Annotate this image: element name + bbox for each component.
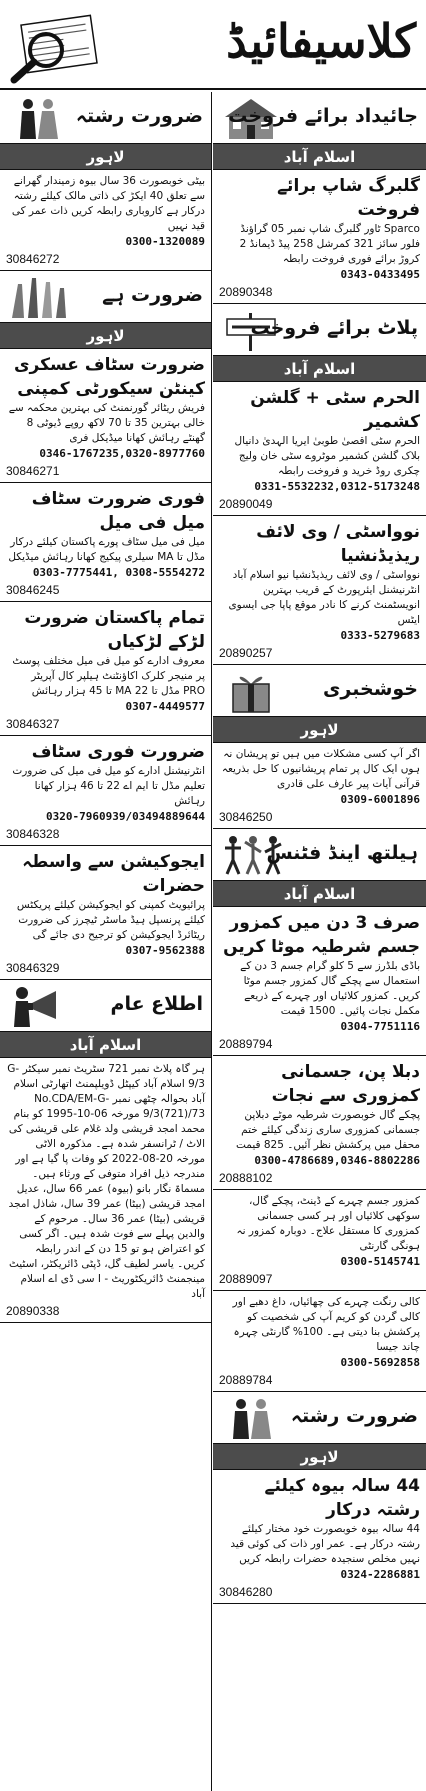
classified-ad [213,516,426,665]
ad-code: 30846327 [6,717,60,731]
ad-body: 44 سالہ بیوہ خوبصورت خود مختار کیلئے رشتہ درکار ہے۔ عمر اور ذات کی کوئی قید نہیں مخلص سنجیدہ حضرات رابطہ کریں [230,1523,420,1565]
ad-body: میل فی میل سٹاف پورے پاکستان کیلئے درکار مڈل تا MA سیلری پیکیج کھانا رہائش میڈیکل [8,536,205,563]
ad-code: 20890338 [6,1304,60,1318]
gift-box-icon [219,668,283,714]
ad-title: نوواسٹی / وی لائف ریذیڈنشیا [256,522,420,566]
classified-ad [0,602,211,736]
ad-body: پچکے گال خوبصورت شرطیہ موٹے دبلاپن جسمانی کمزوری ساری زندگی کیلئے ختم محفل میں پرکشش نظر آئیں۔ 825 قیمت [235,1109,420,1151]
city-bar: لاہور [0,323,211,349]
classified-ad [213,1056,426,1190]
masthead [0,0,426,90]
classified-ad [0,483,211,602]
ad-title: 44 سالہ بیوہ کیلئے رشتہ درکار [264,1476,420,1520]
city-bar: اسلام آباد [0,1032,211,1058]
classified-ad [213,170,426,304]
classified-ad [0,1058,211,1323]
ad-code: 20890348 [219,285,273,299]
ad-title: ضرورت سٹاف عسکری کینٹن سیکورٹی کمپنی [13,355,205,399]
classified-ad [0,736,211,846]
ad-phone: 0304-7751116 [340,1020,420,1033]
ad-code: 20889097 [219,1272,273,1286]
ad-phone: 0300-5145741 [340,1255,420,1268]
ad-phone: 0300-4786689,0346-8802286 [254,1154,420,1167]
classified-ad [213,1190,426,1291]
ad-body: نوواسٹی / وی لائف ریذیڈنشیا نیو اسلام آباد انٹرنیشنل ایئرپورٹ کے قریب بہترین انویسٹمنٹ کرنے کا نادر موقع پاپا جی ایسوی ایٹس [228,569,420,626]
ad-code: 30846328 [6,827,60,841]
ad-title: گلبرگ شاپ برائے فروخت [277,176,420,220]
section-header-plots [213,304,426,356]
city-bar: لاہور [0,144,211,170]
ad-phone: 0333-5279683 [340,629,420,642]
city-bar: اسلام آباد [213,144,426,170]
classified-ad [213,743,426,829]
classified-ad [0,349,211,483]
ad-title: صرف 3 دن میں کمزور جسم شرطیہ موٹا کریں [223,913,420,957]
ad-code: 30846271 [6,464,60,478]
ad-phone: 0303-7775441, 0308-5554272 [32,566,205,579]
section-header-health [213,829,426,881]
megaphone-icon [6,983,70,1029]
raised-hands-icon [6,274,70,320]
ad-title: الحرم سٹی + گلشن کشمیر [250,388,420,432]
ad-body: باڈی بلڈرز سے 5 کلو گرام جسم 3 دن کے استعمال سے پچکے گال کمزور جسم موٹا کریں۔ کمزور کلائیاں اور چہرے کے ذریعے مکمل نجات پائیں۔ 1500 قیمت [240,960,420,1017]
ad-code: 30846329 [6,961,60,975]
section-title: ضرورت رشتہ [75,105,203,127]
ad-code: 30846280 [219,1585,273,1599]
right-column [213,92,426,1791]
ad-phone: 0324-2286881 [340,1568,420,1581]
section-title: پلاٹ برائے فروخت [250,317,418,339]
classified-ad [213,907,426,1056]
city-bar: لاہور [213,1444,426,1470]
ad-phone: 0307-4449577 [125,700,205,713]
ad-code: 30846250 [219,810,273,824]
section-title: خوشخبری [323,678,418,700]
ad-phone: 0320-7960939/03494889644 [46,810,205,823]
ad-title: ضرورت فوری سٹاف [31,742,205,762]
section-header-zaroorat [0,271,211,323]
ad-body: کمزور جسم چہرے کے ڈینٹ، پچکے گال، سوکھی کلائیاں اور ہر کسی جسمانی کمزوری کا مستقل علاج۔ دوبارہ کمزور نہ ہونگی گارنٹی [236,1195,420,1252]
section-title: جائیداد برائے فروخت [228,105,418,127]
ad-body: کالی رنگت چہرے کی چھائیاں، داغ دھبے اور کالی گردن کو کریم آپ کی شخصیت کو پرکشش بنا دیتی ہے۔ 100% گارنٹی چہرہ چاند جیسا [232,1296,420,1353]
ad-body: معروف ادارے کو میل فی میل مختلف پوسٹ پر منیجر کلرک اکاؤنٹنٹ ہیلپر کال آپریٹر PRO مڈل تا MA 22 تا 45 ہزار رہائش [12,655,205,697]
masthead-title: کلاسیفائیڈ [226,14,416,68]
ad-body: پرائیویٹ کمپنی کو ایجوکیشن کیلئے پریکٹس کیلئے پرنسپل ہیڈ ماسٹر ٹیچرز کی ضرورت ریٹائرڈ ایجوکیشن کو ترجیح دی جائے گی [16,899,205,941]
ad-title: فوری ضرورت سٹاف میل فی میل [31,489,205,533]
ad-phone: 0343-0433495 [340,268,420,281]
classified-ad [0,170,211,271]
section-header-rishta [213,1392,426,1444]
ad-code: 20888102 [219,1171,273,1185]
ad-phone: 0307-9562388 [125,944,205,957]
ad-phone: 0346-1767235,0320-8977760 [39,447,205,460]
section-header-good-news [213,665,426,717]
classified-ad [213,1470,426,1604]
city-bar: لاہور [213,717,426,743]
section-header-notice [0,980,211,1032]
section-title: ضرورت رشتہ [290,1405,418,1427]
classified-ad [0,846,211,980]
ad-phone: 0309-6001896 [340,793,420,806]
ad-title: دبلا پن، جسمانی کمزوری سے نجات [271,1062,420,1106]
classified-ad [213,382,426,516]
ad-code: 20889784 [219,1373,273,1387]
ad-body: ہر گاہ پلاٹ نمبر 721 سٹریٹ نمبر سیکٹر G-9/3 اسلام آباد کیپٹل ڈویلپمنٹ اتھارٹی اسلام آباد بحوالہ چٹھی نمبر No.CDA/EM-G-9/3(721)/73 مورخہ 06-10-1995 کو بنام محمد امجد قریشی ولد غلام علی قریشی کی الاٹ / ٹرانسفر شدہ ہے۔ مذکورہ الاٹی مورخہ 20-08-2022 کو وفات پا گیا ہے اور مندرجہ ذیل افراد متوفی کے ورثاء ہیں۔ مسماۃ نگار بانو (بیوہ) عمر 66 سال، عدیل امجد قریشی (بیٹا) عمر 39 سال، شاذل امجد قریشی (بیٹا) عمر 36 سال۔ مرحوم کے والدین پہلے سے فوت شدہ ہیں۔ اگر کسی کو اعتراض ہو تو 15 دن کے اندر رابطہ کریں۔ یاسر لطیف گل، ڈپٹی ڈائریکٹر، اسٹیٹ مینجمنٹ ڈائریکٹوریٹ - I سی ڈی اے اسلام آباد [7,1063,205,1300]
section-header-property [213,92,426,144]
section-title: اطلاع عام [110,993,203,1015]
couple-icon [6,95,70,141]
ad-code: 30846245 [6,583,60,597]
ad-body: الحرم سٹی اقصیٰ طوبیٰ ایریا الہدیٰ دانیال بلاک گلشن کشمیر موٹروے سٹی خان ولیج چکری روڈ خرید و فروخت رابطہ [234,435,420,477]
ad-code: 20890049 [219,497,273,511]
left-column [0,92,212,1791]
ad-code: 20890257 [219,646,273,660]
newspaper-magnifier-icon [4,6,124,86]
ad-code: 30846272 [6,252,60,266]
section-header-rishta [0,92,211,144]
ad-code: 20889794 [219,1037,273,1051]
ad-phone: 0300-1320089 [125,235,205,248]
city-bar: اسلام آباد [213,881,426,907]
ad-body: Sparco ٹاور گلبرگ شاپ نمبر 05 گراؤنڈ فلور سائز 321 کمرشل 258 پیڈ ڈیمانڈ 2 کروڑ برائے فوری فروخت رابطہ [239,223,420,265]
city-bar: اسلام آباد [213,356,426,382]
ad-body: بیٹی خوبصورت 36 سال بیوہ زمیندار گھرانے سے تعلق 40 ایکڑ کی ذاتی مالک کیلئے رشتہ درکار ہے کاروباری رابطہ کریں ذات عمر کی قید نہیں [11,175,205,232]
section-title: ضرورت ہے [102,284,203,306]
ad-body: انٹرنیشنل ادارے کو میل فی میل کی ضرورت تعلیم مڈل تا ایم اے 22 تا 46 ہزار کھانا رہائش [12,765,205,807]
ad-phone: 0300-5692858 [340,1356,420,1369]
ad-body: فریش ریٹائر گورنمنٹ کی بہترین محکمہ سے خالی بہترین 35 تا 70 لاکھ روپے ڈیوٹی 8 گھنٹے رہائش کھانا میڈیکل فری [8,402,205,444]
couple-icon [219,1395,283,1441]
classified-ad [213,1291,426,1392]
ad-body: اگر آپ کسی مشکلات میں ہیں تو پریشان نہ ہوں ایک کال پر تمام پریشانیوں کا حل بذریعہ قرآنی آیات پیر عارف علی قادری [221,748,420,790]
ad-title: ایجوکیشن سے واسطہ حضرات [22,852,205,896]
ad-title: تمام پاکستان ضرورت لڑکے لڑکیاں [24,608,205,652]
section-title: ہیلتھ اینڈ فٹنس [266,842,418,864]
ad-phone: 0331-5532232,0312-5173248 [254,480,420,493]
